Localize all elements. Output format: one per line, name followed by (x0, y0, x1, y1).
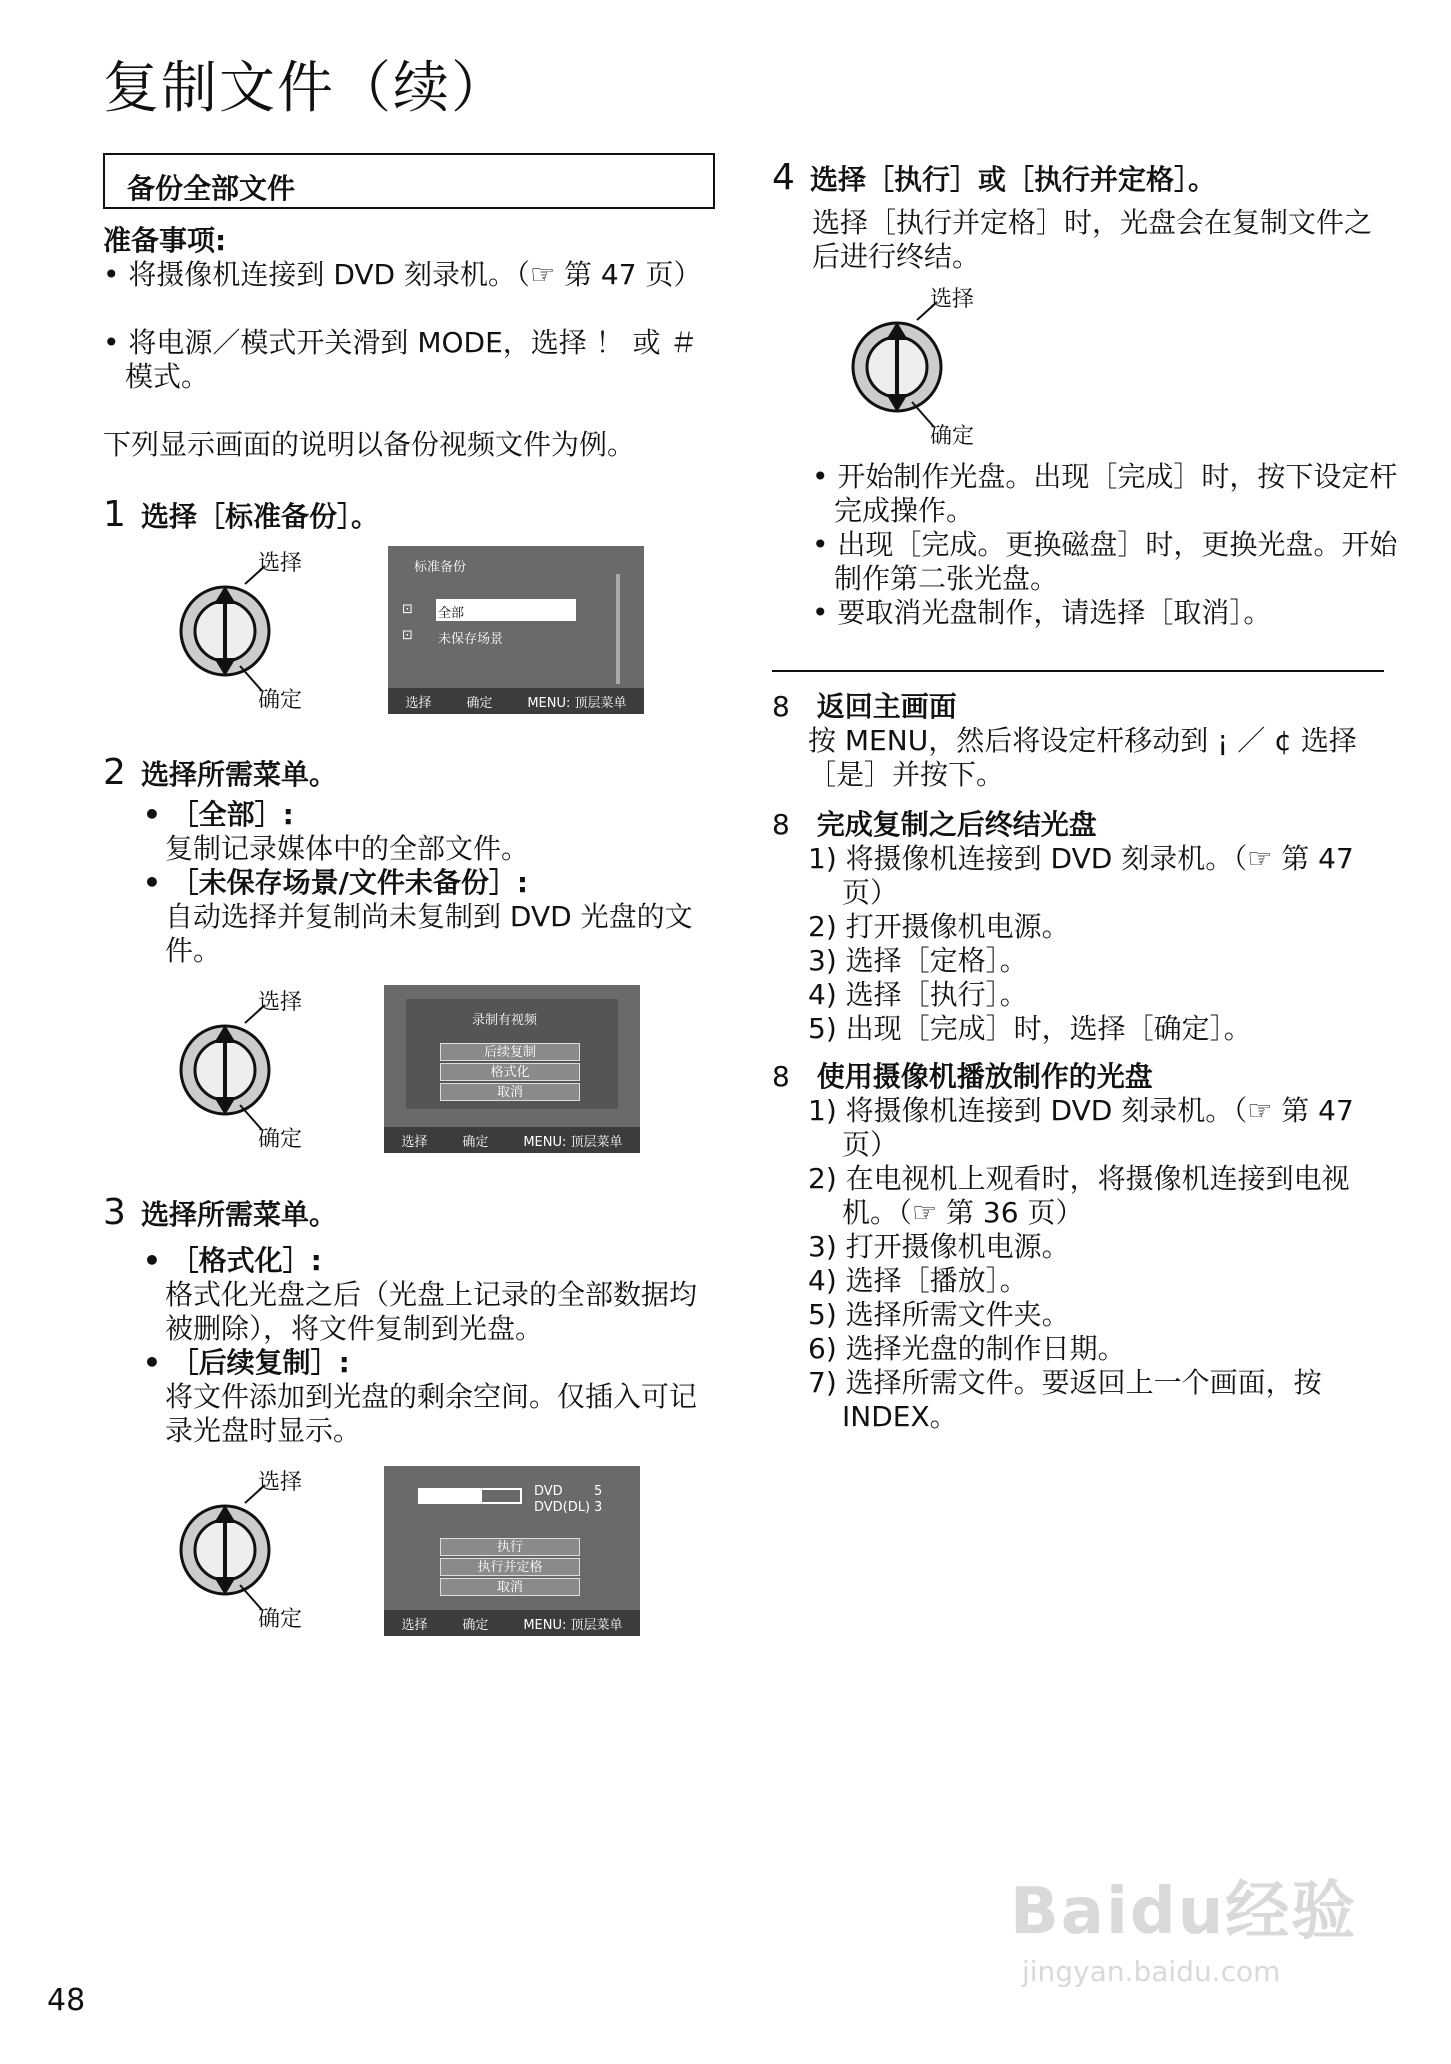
joystick-select-label: 选择 (930, 287, 975, 312)
step-number: 2 (103, 752, 126, 793)
list-item: 2) 打开摄像机电源。 (808, 910, 1070, 943)
screen-footer (384, 1127, 640, 1153)
screen-footer (388, 688, 644, 714)
menu-item-all[interactable]: 全部 (438, 606, 465, 621)
footer-select: 选择 (405, 695, 432, 711)
step-text: 选择所需菜单。 (141, 758, 338, 791)
finalize-heading-row (772, 808, 1097, 842)
option-title: • ［全部］: (143, 798, 294, 832)
prep-item: • 将摄像机连接到 DVD 刻录机。（☞ 第 47 页） (103, 258, 705, 292)
footer-select: 选择 (401, 1134, 428, 1150)
playback-heading-row (772, 1060, 1153, 1094)
playback-list (808, 1094, 1393, 1434)
joystick-select-label: 选择 (258, 551, 303, 576)
joystick-diagram (842, 282, 982, 452)
step-4-desc: 选择［执行并定格］时，光盘会在复制文件之后进行终结。 (812, 206, 1373, 273)
scrollbar[interactable] (616, 574, 620, 684)
footer-confirm: 确定 (462, 1617, 489, 1633)
footer-menu: MENU: 顶层菜单 (523, 1134, 623, 1150)
execute-finalize-button[interactable]: 执行并定格 (440, 1558, 580, 1576)
dvd-label: DVD (534, 1484, 563, 1499)
step-number: 1 (103, 494, 126, 535)
option-title: • ［格式化］: (143, 1244, 322, 1278)
step-4 (772, 157, 1216, 198)
option-desc: 自动选择并复制尚未复制到 DVD 光盘的文件。 (165, 900, 693, 967)
section-box-title: 备份全部文件 (103, 153, 715, 209)
joystick-confirm-label: 确定 (930, 424, 975, 449)
page-number: 48 (47, 1983, 86, 2018)
list-item: 5) 出现［完成］时，选择［确定］。 (808, 1012, 1252, 1045)
cancel-button[interactable]: 取消 (440, 1578, 580, 1596)
footer-confirm: 确定 (466, 695, 493, 711)
section-marker: 8 (772, 1060, 790, 1093)
option-desc: 复制记录媒体中的全部文件。 (165, 832, 530, 865)
dvddl-count: 3 (594, 1500, 603, 1515)
step-4-bullet: • 出现［完成。更换磁盘］时，更换光盘。开始制作第二张光盘。 (812, 528, 1409, 596)
option-desc: 格式化光盘之后（光盘上记录的全部数据均被删除），将文件复制到光盘。 (165, 1278, 698, 1345)
menu-item-unsaved[interactable]: 未保存场景 (438, 632, 504, 647)
screen-header: 标准备份 (414, 560, 467, 575)
section-marker: 8 (772, 690, 790, 723)
footer-menu: MENU: 顶层菜单 (527, 695, 627, 711)
example-note: 下列显示画面的说明以备份视频文件为例。 (103, 428, 636, 461)
prep-item: • 将电源／模式开关滑到 MODE，选择 ！ 或 ＃ 模式。 (103, 326, 705, 394)
lcd-screen-backup (388, 546, 644, 714)
joystick-confirm-label: 确定 (258, 1607, 303, 1632)
list-item: 4) 选择［播放］。 (808, 1264, 1028, 1297)
joystick-diagram (170, 546, 310, 716)
divider (772, 670, 1384, 672)
finalize-list (808, 842, 1393, 1046)
step-4-bullet: • 开始制作光盘。出现［完成］时，按下设定杆完成操作。 (812, 460, 1409, 528)
disc-capacity-bar (418, 1488, 522, 1504)
step-3 (103, 1192, 337, 1233)
execute-button[interactable]: 执行 (440, 1538, 580, 1556)
return-main-heading-row (772, 690, 957, 724)
list-item: 7) 选择所需文件。要返回上一个画面，按 INDEX。 (808, 1366, 1322, 1433)
dvddl-label: DVD(DL) (534, 1500, 591, 1515)
joystick-confirm-label: 确定 (258, 1127, 303, 1152)
list-item: 4) 选择［执行］。 (808, 978, 1028, 1011)
baidu-watermark-url: jingyan.baidu.com (1022, 1955, 1281, 1988)
footer-menu: MENU: 顶层菜单 (523, 1617, 623, 1633)
option-title: • ［后续复制］: (143, 1346, 350, 1380)
footer-confirm: 确定 (462, 1134, 489, 1150)
playback-heading: 使用摄像机播放制作的光盘 (816, 1060, 1153, 1093)
joystick-diagram (170, 1465, 310, 1635)
list-item: 1) 将摄像机连接到 DVD 刻录机。（☞ 第 47 页） (808, 1094, 1354, 1161)
menu-icon-all: ⊡ (402, 602, 413, 617)
joystick-select-label: 选择 (258, 990, 303, 1015)
prep-heading: 准备事项: (103, 224, 227, 257)
list-item: 2) 在电视机上观看时，将摄像机连接到电视机。（☞ 第 36 页） (808, 1162, 1350, 1229)
screen-header: 录制有视频 (472, 1013, 538, 1028)
list-item: 5) 选择所需文件夹。 (808, 1298, 1070, 1331)
dvd-count: 5 (594, 1484, 603, 1499)
list-item: 3) 选择［定格］。 (808, 944, 1028, 977)
format-button[interactable]: 格式化 (440, 1063, 580, 1081)
joystick-diagram (170, 985, 310, 1155)
step-4-bullet: • 要取消光盘制作，请选择［取消］。 (812, 596, 1409, 630)
list-item: 1) 将摄像机连接到 DVD 刻录机。（☞ 第 47 页） (808, 842, 1354, 909)
option-desc: 将文件添加到光盘的剩余空间。仅插入可记录光盘时显示。 (165, 1380, 698, 1447)
finalize-heading: 完成复制之后终结光盘 (816, 808, 1097, 841)
continue-copy-button[interactable]: 后续复制 (440, 1043, 580, 1061)
return-main-heading: 返回主画面 (816, 690, 957, 723)
joystick-confirm-label: 确定 (258, 688, 303, 713)
section-marker: 8 (772, 808, 790, 841)
baidu-watermark: Baidu经验 (1010, 1875, 1358, 1949)
capacity-fill (420, 1490, 482, 1502)
list-item: 6) 选择光盘的制作日期。 (808, 1332, 1126, 1365)
option-title: • ［未保存场景/文件未备份］: (143, 866, 528, 900)
step-text: 选择所需菜单。 (141, 1198, 338, 1231)
list-item: 3) 打开摄像机电源。 (808, 1230, 1070, 1263)
joystick-select-label: 选择 (258, 1470, 303, 1495)
step-2 (103, 752, 337, 793)
step-number: 3 (103, 1192, 126, 1233)
step-number: 4 (772, 157, 795, 198)
step-text: 选择［执行］或［执行并定格］。 (810, 163, 1217, 196)
cancel-button[interactable]: 取消 (440, 1083, 580, 1101)
screen-footer (384, 1610, 640, 1636)
step-text: 选择［标准备份］。 (141, 500, 380, 533)
step-1 (103, 494, 379, 535)
menu-icon-unsaved: ⊡ (402, 628, 413, 643)
return-main-body: 按 MENU，然后将设定杆移动到 ¡ ／ ¢ 选择［是］并按下。 (808, 724, 1357, 791)
footer-select: 选择 (401, 1617, 428, 1633)
lcd-screen-copy (384, 985, 640, 1153)
lcd-screen-execute (384, 1466, 640, 1636)
page-title: 复制文件（续） (103, 56, 509, 121)
